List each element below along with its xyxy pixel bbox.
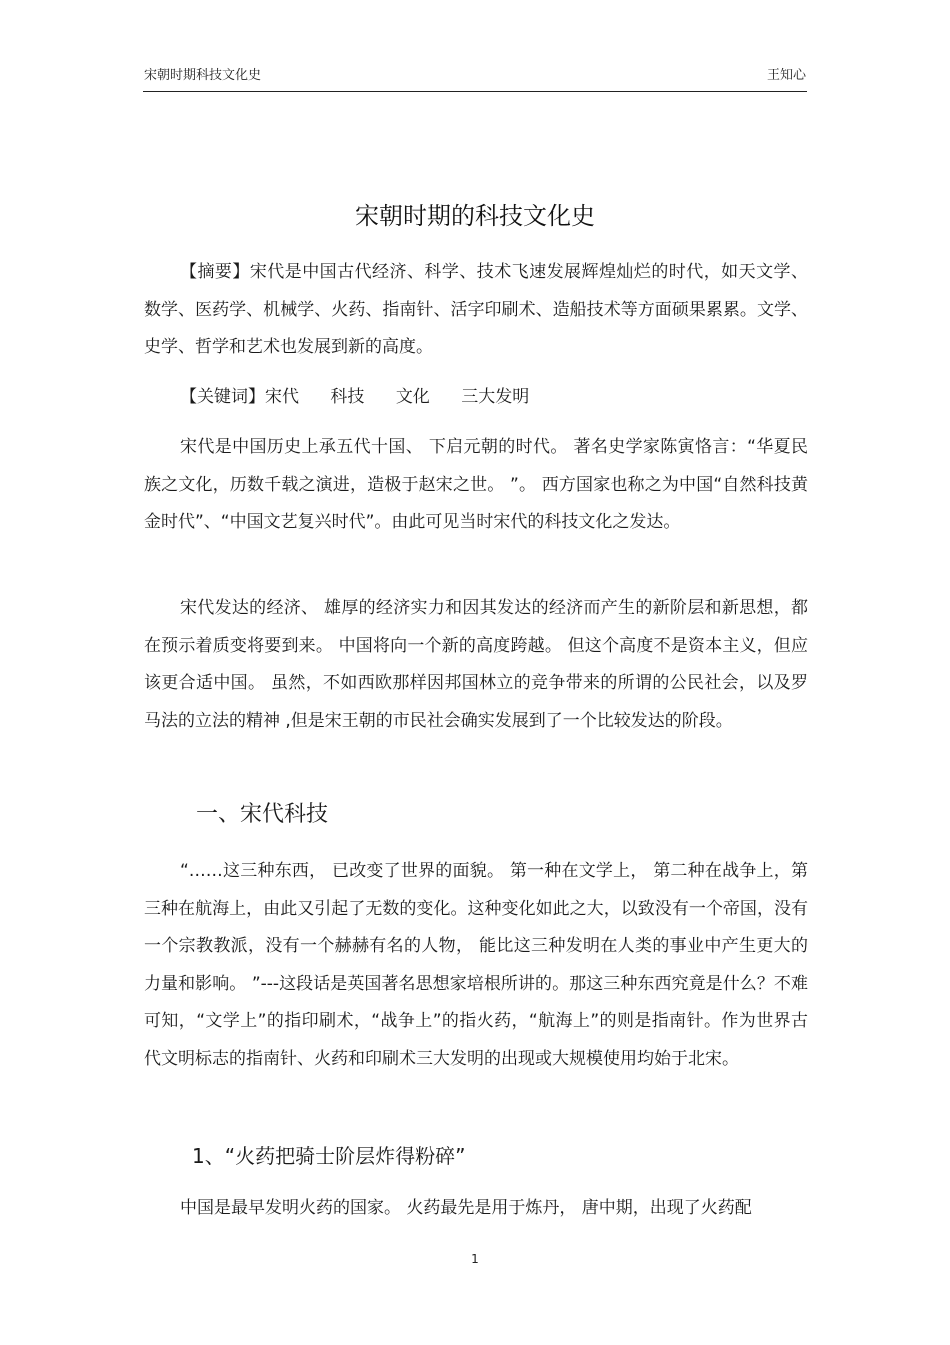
abstract <box>144 254 808 367</box>
header-divider <box>143 91 807 92</box>
header-title: 宋朝时期科技文化史 <box>144 68 262 83</box>
paragraph-2 <box>144 590 808 740</box>
page-number: 1 <box>471 1252 479 1266</box>
keywords-label: 【关键词】宋代 <box>180 387 299 407</box>
paragraph-4 <box>144 1190 808 1228</box>
paragraph-text: 中国是最早发明火药的国家。 火药最先是用于炼丹， 唐中期，出现了火药配 <box>180 1198 752 1218</box>
section-heading: 一、宋代科技 <box>196 802 329 827</box>
paragraph-text: 宋代发达的经济、 雄厚的经济实力和因其发达的经济而产生的新阶层和新思想，都在预示着质变将要到来。 中国将向一个新的高度跨越。 但这个高度不是资本主义，但应该更合适中国。 虽然，不如西欧那样因邦国林立的竞争带来的所谓的公民社会，以及罗马法的立法的精神 ,但是宋王朝的市民社会确实发展到了一个比较发达的阶段。 <box>144 598 808 731</box>
keyword-item: 文化 <box>395 387 430 407</box>
paragraph-text: 宋代是中国历史上承五代十国、 下启元朝的时代。 著名史学家陈寅恪言：“华夏民族之文化，历数千载之演进，造极于赵宋之世。 ”。 西方国家也称之为中国“自然科技黄金时代”、“中国文艺复兴时代”。由此可见当时宋代的科技文化之发达。 <box>144 437 808 532</box>
keyword-item: 科技 <box>330 387 365 407</box>
subsection-heading: 1、“火药把骑士阶层炸得粉碎” <box>192 1144 466 1168</box>
keyword-item: 三大发明 <box>461 387 530 407</box>
header-author: 王知心 <box>766 68 806 83</box>
paragraph-3 <box>144 853 808 1078</box>
abstract-text: 【摘要】宋代是中国古代经济、科学、技术飞速发展辉煌灿烂的时代，如天文学、数学、医药学、机械学、火药、指南针、活字印刷术、造船技术等方面硕果累累。文学、史学、哲学和艺术也发展到新的高度。 <box>144 262 808 357</box>
paragraph-text: “……这三种东西， 已改变了世界的面貌。 第一种在文学上， 第二种在战争上，第三种在航海上，由此又引起了无数的变化。这种变化如此之大，以致没有一个帝国，没有一个宗教教派，没有一个赫赫有名的人物， 能比这三种发明在人类的事业中产生更大的力量和影响。 ”---这段话是英国著名思想家培根所讲的。那这三种东西究竟是什么？不难可知，“文学上”的指印刷术，“战争上”的指火药，“航海上”的则是指南针。作为世界古代文明标志的指南针、火药和印刷术三大发明的出现或大规模使用均始于北宋。 <box>144 861 808 1069</box>
document-title: 宋朝时期的科技文化史 <box>355 202 595 230</box>
keywords <box>180 380 555 414</box>
paragraph-1 <box>144 429 808 542</box>
